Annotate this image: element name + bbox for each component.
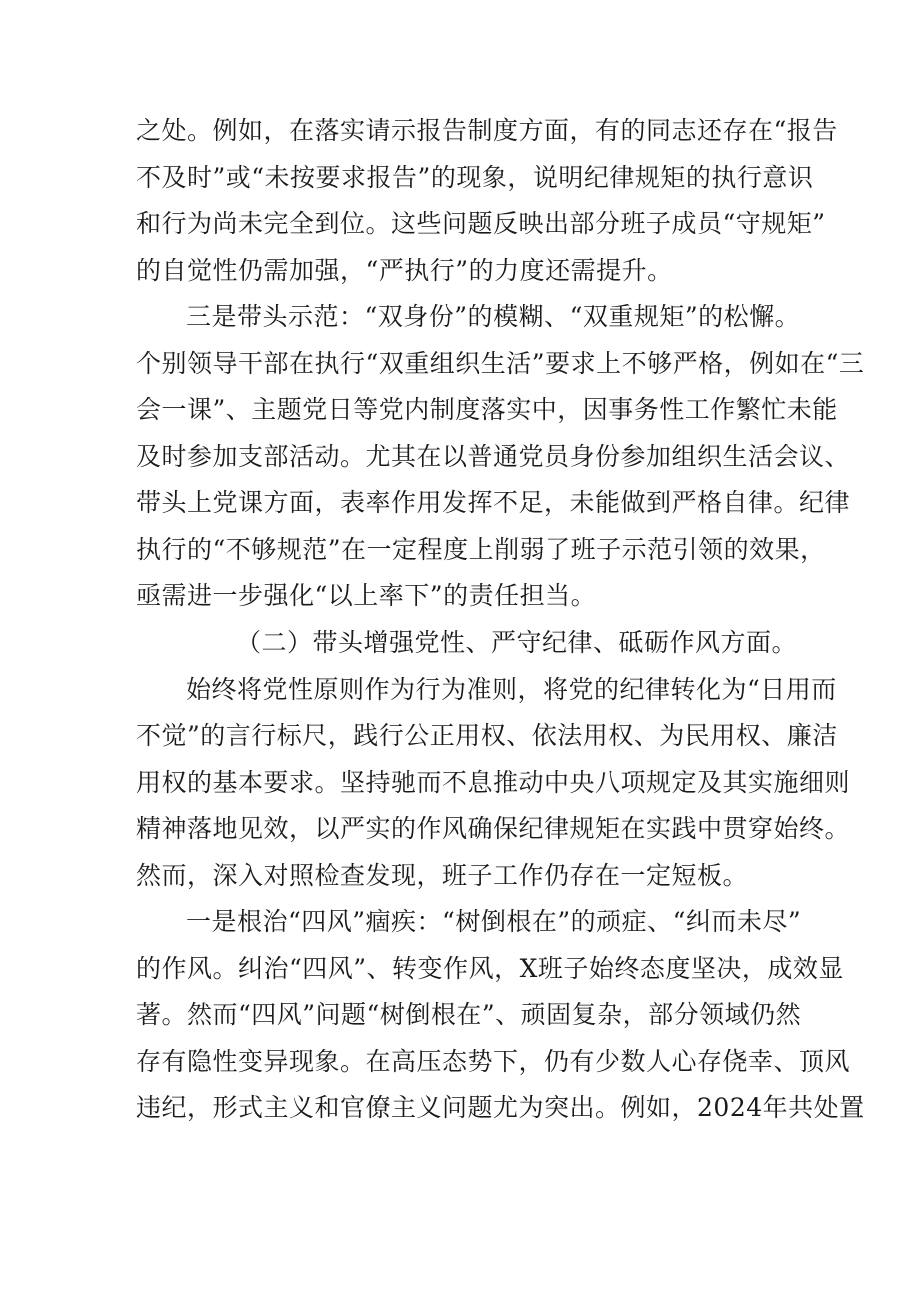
paragraph-first-line: 一是根治“四风”痼疾：“树倒根在”的顽症、“纠而未尽” [186,907,802,937]
text-line: 带头上党课方面，表率作用发挥不足，未能做到严格自律。纪律 [136,488,851,518]
text-line: 的作风。纠治“四风”、转变作风，X班子始终态度坚决，成效显 [136,953,844,983]
text-line: 用权的基本要求。坚持驰而不息推动中央八项规定及其实施细则 [136,767,851,797]
text-line: 精神落地见效，以严实的作风确保纪律规矩在实践中贯穿始终。 [136,814,851,844]
paragraph-first-line: 三是带头示范：“双身份”的模糊、“双重规矩”的松懈。 [186,302,801,332]
text-line: 违纪，形式主义和官僚主义问题尤为突出。例如，2024年共处置 [136,1093,865,1123]
section-heading: （二）带头增强党性、严守纪律、砥砺作风方面。 [236,628,798,658]
text-line: 的自觉性仍需加强，“严执行”的力度还需提升。 [136,255,673,285]
text-line: 会一课”、主题党日等党内制度落实中，因事务性工作繁忙未能 [136,395,838,425]
text-line: 和行为尚未完全到位。这些问题反映出部分班子成员“守规矩” [136,209,826,239]
text-line: 然而，深入对照检查发现，班子工作仍存在一定短板。 [136,860,749,890]
text-line: 亟需进一步强化“以上率下”的责任担当。 [136,581,597,611]
paragraph-first-line: 始终将党性原则作为行为准则，将党的纪律转化为“日用而 [186,674,837,704]
text-line: 存有隐性变异现象。在高压态势下，仍有少数人心存侥幸、顶风 [136,1046,851,1076]
text-line: 个别领导干部在执行“双重组织生活”要求上不够严格，例如在“三 [136,348,865,378]
text-line: 不及时”或“未按要求报告”的现象，说明纪律规矩的执行意识 [136,162,814,192]
document-body [136,108,865,1132]
text-line: 及时参加支部活动。尤其在以普通党员身份参加组织生活会议、 [136,441,851,471]
text-line: 之处。例如，在落实请示报告制度方面，有的同志还存在“报告 [136,116,838,145]
text-line: 著。然而“四风”问题“树倒根在”、顽固复杂，部分领域仍然 [136,1000,802,1030]
text-line: 不觉”的言行标尺，践行公正用权、依法用权、为民用权、廉洁 [136,721,838,751]
text-line: 执行的“不够规范”在一定程度上削弱了班子示范引领的效果， [136,534,826,564]
